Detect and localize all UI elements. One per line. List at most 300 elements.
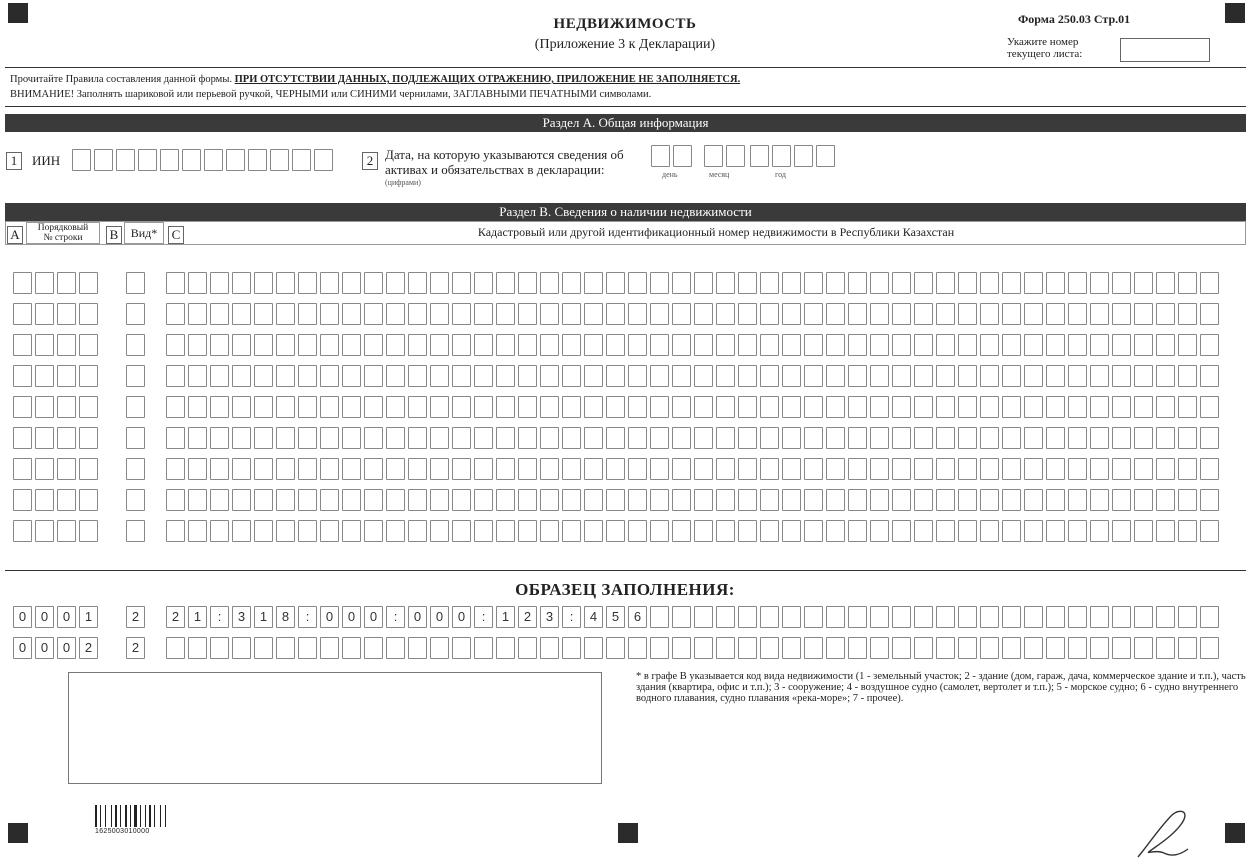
cadastral-cell[interactable] (628, 272, 647, 294)
cadastral-cell[interactable] (210, 396, 229, 418)
row-number-cell[interactable] (57, 272, 76, 294)
cadastral-cell[interactable] (210, 458, 229, 480)
cadastral-cell[interactable] (980, 272, 999, 294)
cadastral-cell[interactable] (408, 396, 427, 418)
cadastral-cell[interactable] (320, 458, 339, 480)
cadastral-cell[interactable] (276, 520, 295, 542)
cadastral-cell[interactable] (562, 272, 581, 294)
row-number-cell[interactable]: 1 (79, 606, 98, 628)
property-row-number[interactable] (13, 303, 98, 325)
cadastral-cell[interactable] (716, 606, 735, 628)
property-row-number[interactable] (13, 458, 98, 480)
cadastral-cell[interactable] (760, 272, 779, 294)
cadastral-cell[interactable] (958, 606, 977, 628)
cadastral-cell[interactable] (782, 334, 801, 356)
cadastral-cell[interactable] (232, 637, 251, 659)
cadastral-cell[interactable] (232, 427, 251, 449)
cadastral-cell[interactable] (430, 303, 449, 325)
cadastral-cell[interactable] (1002, 396, 1021, 418)
iin-cell[interactable] (292, 149, 311, 171)
property-type-code[interactable] (126, 365, 145, 387)
cadastral-cell[interactable] (518, 427, 537, 449)
cadastral-cell[interactable] (298, 334, 317, 356)
cadastral-cell[interactable] (1024, 427, 1043, 449)
row-number-cell[interactable] (79, 489, 98, 511)
row-number-cell[interactable] (35, 427, 54, 449)
cadastral-cell[interactable] (936, 303, 955, 325)
cadastral-cell[interactable] (760, 334, 779, 356)
cadastral-cell[interactable]: 0 (408, 606, 427, 628)
row-number-cell[interactable] (79, 458, 98, 480)
row-number-cell[interactable] (35, 272, 54, 294)
cadastral-cell[interactable] (914, 606, 933, 628)
row-number-cell[interactable] (57, 334, 76, 356)
cadastral-cell[interactable] (540, 396, 559, 418)
type-code-cell[interactable] (126, 334, 145, 356)
cadastral-cell[interactable] (716, 396, 735, 418)
row-number-cell[interactable] (79, 272, 98, 294)
cadastral-cell[interactable] (738, 365, 757, 387)
cadastral-cell[interactable] (936, 489, 955, 511)
cadastral-cell[interactable] (1156, 303, 1175, 325)
row-number-cell[interactable] (35, 303, 54, 325)
cadastral-cell[interactable] (1090, 334, 1109, 356)
cadastral-cell[interactable] (276, 272, 295, 294)
cadastral-cell[interactable]: 0 (430, 606, 449, 628)
row-number-cell[interactable]: 0 (13, 606, 32, 628)
cadastral-cell[interactable] (958, 334, 977, 356)
cadastral-cell[interactable] (188, 427, 207, 449)
cadastral-cell[interactable] (1178, 334, 1197, 356)
cadastral-cell[interactable] (474, 303, 493, 325)
cadastral-cell[interactable] (518, 520, 537, 542)
cadastral-cell[interactable] (1002, 427, 1021, 449)
cadastral-cell[interactable] (1200, 303, 1219, 325)
cadastral-cell[interactable] (408, 272, 427, 294)
cadastral-cell[interactable] (1068, 272, 1087, 294)
cadastral-cell[interactable] (1024, 272, 1043, 294)
cadastral-cell[interactable] (430, 637, 449, 659)
cadastral-cell[interactable] (892, 489, 911, 511)
cadastral-cell[interactable] (276, 637, 295, 659)
cadastral-cell[interactable] (496, 396, 515, 418)
cadastral-cell[interactable] (826, 606, 845, 628)
cadastral-cell[interactable] (562, 489, 581, 511)
cadastral-cell[interactable] (716, 520, 735, 542)
cadastral-cell[interactable] (936, 520, 955, 542)
cadastral-cell[interactable] (980, 489, 999, 511)
cadastral-cell[interactable]: : (298, 606, 317, 628)
cadastral-cell[interactable] (650, 272, 669, 294)
cadastral-cell[interactable] (188, 334, 207, 356)
cadastral-cell[interactable] (716, 427, 735, 449)
cadastral-cell[interactable] (870, 272, 889, 294)
cadastral-cell[interactable] (848, 396, 867, 418)
cadastral-cell[interactable] (364, 489, 383, 511)
cadastral-cell[interactable] (452, 396, 471, 418)
cadastral-cell[interactable] (254, 396, 273, 418)
cadastral-cell[interactable] (892, 303, 911, 325)
cadastral-cell[interactable] (166, 365, 185, 387)
cadastral-cell[interactable] (892, 458, 911, 480)
cadastral-cell[interactable] (606, 489, 625, 511)
cadastral-cell[interactable] (606, 365, 625, 387)
cadastral-cell[interactable] (694, 427, 713, 449)
cadastral-cell[interactable] (298, 365, 317, 387)
cadastral-cell[interactable] (760, 520, 779, 542)
iin-cell[interactable] (226, 149, 245, 171)
cadastral-cell[interactable] (606, 637, 625, 659)
cadastral-cell[interactable] (1178, 606, 1197, 628)
cadastral-cell[interactable] (628, 637, 647, 659)
cadastral-cell[interactable] (826, 334, 845, 356)
cadastral-cell[interactable] (606, 520, 625, 542)
cadastral-cell[interactable]: 6 (628, 606, 647, 628)
property-cadastral-number[interactable] (166, 489, 1219, 511)
cadastral-cell[interactable] (628, 489, 647, 511)
sample-cadastral-number[interactable] (166, 606, 1219, 628)
cadastral-cell[interactable] (980, 334, 999, 356)
cadastral-cell[interactable] (474, 458, 493, 480)
row-number-cell[interactable]: 2 (79, 637, 98, 659)
cadastral-cell[interactable]: 8 (276, 606, 295, 628)
cadastral-cell[interactable] (980, 396, 999, 418)
row-number-cell[interactable] (79, 334, 98, 356)
cadastral-cell[interactable] (386, 458, 405, 480)
cadastral-cell[interactable] (980, 303, 999, 325)
property-type-code[interactable] (126, 334, 145, 356)
row-number-cell[interactable]: 0 (13, 637, 32, 659)
cadastral-cell[interactable] (980, 637, 999, 659)
cadastral-cell[interactable] (276, 458, 295, 480)
sample-row-number[interactable] (13, 606, 98, 628)
date-year-cell[interactable] (750, 145, 769, 167)
cadastral-cell[interactable] (914, 303, 933, 325)
cadastral-cell[interactable] (980, 520, 999, 542)
cadastral-cell[interactable] (1112, 458, 1131, 480)
cadastral-cell[interactable] (166, 489, 185, 511)
cadastral-cell[interactable] (870, 303, 889, 325)
cadastral-cell[interactable] (892, 427, 911, 449)
cadastral-cell[interactable] (342, 520, 361, 542)
cadastral-cell[interactable] (276, 334, 295, 356)
cadastral-cell[interactable] (1200, 637, 1219, 659)
cadastral-cell[interactable] (386, 520, 405, 542)
cadastral-cell[interactable] (1046, 606, 1065, 628)
cadastral-cell[interactable] (1112, 334, 1131, 356)
cadastral-cell[interactable] (166, 303, 185, 325)
cadastral-cell[interactable] (298, 396, 317, 418)
type-code-cell[interactable] (126, 458, 145, 480)
cadastral-cell[interactable] (672, 396, 691, 418)
iin-cell[interactable] (138, 149, 157, 171)
cadastral-cell[interactable] (452, 520, 471, 542)
cadastral-cell[interactable] (276, 365, 295, 387)
cadastral-cell[interactable] (1024, 458, 1043, 480)
cadastral-cell[interactable] (474, 272, 493, 294)
cadastral-cell[interactable] (1024, 396, 1043, 418)
iin-cell[interactable] (248, 149, 267, 171)
cadastral-cell[interactable] (848, 458, 867, 480)
cadastral-cell[interactable] (474, 396, 493, 418)
cadastral-cell[interactable] (1178, 458, 1197, 480)
cadastral-cell[interactable] (892, 365, 911, 387)
cadastral-cell[interactable] (1002, 334, 1021, 356)
cadastral-cell[interactable] (1068, 520, 1087, 542)
cadastral-cell[interactable] (1112, 396, 1131, 418)
row-number-cell[interactable] (35, 365, 54, 387)
property-row-number[interactable] (13, 520, 98, 542)
cadastral-cell[interactable] (958, 272, 977, 294)
cadastral-cell[interactable] (342, 637, 361, 659)
cadastral-cell[interactable] (782, 365, 801, 387)
property-type-code[interactable] (126, 427, 145, 449)
property-cadastral-number[interactable] (166, 334, 1219, 356)
cadastral-cell[interactable] (254, 637, 273, 659)
cadastral-cell[interactable] (430, 334, 449, 356)
type-code-cell[interactable] (126, 272, 145, 294)
cadastral-cell[interactable] (738, 334, 757, 356)
cadastral-cell[interactable] (1134, 458, 1153, 480)
cadastral-cell[interactable] (364, 520, 383, 542)
cadastral-cell[interactable] (782, 489, 801, 511)
cadastral-cell[interactable] (1134, 637, 1153, 659)
cadastral-cell[interactable] (364, 637, 383, 659)
cadastral-cell[interactable] (210, 637, 229, 659)
cadastral-cell[interactable]: 1 (188, 606, 207, 628)
cadastral-cell[interactable] (936, 334, 955, 356)
row-number-cell[interactable] (13, 427, 32, 449)
date-month-input[interactable] (704, 145, 745, 167)
cadastral-cell[interactable] (1090, 606, 1109, 628)
cadastral-cell[interactable] (738, 396, 757, 418)
cadastral-cell[interactable] (958, 396, 977, 418)
cadastral-cell[interactable] (936, 427, 955, 449)
cadastral-cell[interactable] (804, 272, 823, 294)
cadastral-cell[interactable] (672, 365, 691, 387)
cadastral-cell[interactable] (1156, 458, 1175, 480)
cadastral-cell[interactable] (540, 637, 559, 659)
cadastral-cell[interactable] (628, 365, 647, 387)
cadastral-cell[interactable] (672, 606, 691, 628)
cadastral-cell[interactable] (232, 334, 251, 356)
cadastral-cell[interactable] (892, 520, 911, 542)
property-row-number[interactable] (13, 365, 98, 387)
cadastral-cell[interactable] (716, 365, 735, 387)
cadastral-cell[interactable] (474, 637, 493, 659)
cadastral-cell[interactable] (474, 427, 493, 449)
row-number-cell[interactable] (57, 396, 76, 418)
iin-input[interactable] (72, 149, 333, 171)
cadastral-cell[interactable] (210, 272, 229, 294)
cadastral-cell[interactable] (540, 427, 559, 449)
cadastral-cell[interactable] (342, 427, 361, 449)
cadastral-cell[interactable] (364, 396, 383, 418)
cadastral-cell[interactable] (738, 489, 757, 511)
cadastral-cell[interactable] (320, 303, 339, 325)
date-year-cell[interactable] (794, 145, 813, 167)
cadastral-cell[interactable] (188, 489, 207, 511)
cadastral-cell[interactable] (1068, 489, 1087, 511)
cadastral-cell[interactable] (804, 396, 823, 418)
cadastral-cell[interactable] (166, 427, 185, 449)
cadastral-cell[interactable] (1134, 520, 1153, 542)
row-number-cell[interactable] (79, 365, 98, 387)
cadastral-cell[interactable] (782, 303, 801, 325)
cadastral-cell[interactable] (518, 334, 537, 356)
cadastral-cell[interactable] (760, 606, 779, 628)
property-cadastral-number[interactable] (166, 396, 1219, 418)
cadastral-cell[interactable] (1200, 427, 1219, 449)
cadastral-cell[interactable] (166, 520, 185, 542)
cadastral-cell[interactable] (188, 303, 207, 325)
cadastral-cell[interactable] (738, 427, 757, 449)
cadastral-cell[interactable] (276, 489, 295, 511)
cadastral-cell[interactable] (606, 427, 625, 449)
cadastral-cell[interactable] (474, 489, 493, 511)
cadastral-cell[interactable] (936, 272, 955, 294)
row-number-cell[interactable] (13, 520, 32, 542)
cadastral-cell[interactable] (1002, 458, 1021, 480)
cadastral-cell[interactable] (672, 520, 691, 542)
cadastral-cell[interactable] (408, 489, 427, 511)
property-cadastral-number[interactable] (166, 458, 1219, 480)
cadastral-cell[interactable] (562, 427, 581, 449)
cadastral-cell[interactable] (1046, 427, 1065, 449)
row-number-cell[interactable] (13, 458, 32, 480)
cadastral-cell[interactable]: 2 (518, 606, 537, 628)
type-code-cell[interactable] (126, 489, 145, 511)
cadastral-cell[interactable] (254, 489, 273, 511)
cadastral-cell[interactable] (826, 396, 845, 418)
cadastral-cell[interactable] (892, 272, 911, 294)
cadastral-cell[interactable] (1090, 427, 1109, 449)
cadastral-cell[interactable]: 0 (452, 606, 471, 628)
cadastral-cell[interactable] (584, 396, 603, 418)
date-year-cell[interactable] (772, 145, 791, 167)
cadastral-cell[interactable] (914, 427, 933, 449)
cadastral-cell[interactable] (826, 458, 845, 480)
cadastral-cell[interactable] (870, 489, 889, 511)
cadastral-cell[interactable] (1024, 334, 1043, 356)
cadastral-cell[interactable] (518, 303, 537, 325)
sample-type-code[interactable] (126, 637, 145, 659)
cadastral-cell[interactable] (584, 427, 603, 449)
cadastral-cell[interactable] (936, 637, 955, 659)
cadastral-cell[interactable] (694, 365, 713, 387)
cadastral-cell[interactable] (364, 272, 383, 294)
cadastral-cell[interactable] (1200, 272, 1219, 294)
cadastral-cell[interactable] (320, 365, 339, 387)
cadastral-cell[interactable] (848, 606, 867, 628)
cadastral-cell[interactable] (232, 272, 251, 294)
cadastral-cell[interactable] (914, 637, 933, 659)
cadastral-cell[interactable] (1134, 272, 1153, 294)
cadastral-cell[interactable] (826, 637, 845, 659)
cadastral-cell[interactable] (276, 427, 295, 449)
cadastral-cell[interactable] (254, 458, 273, 480)
cadastral-cell[interactable] (1112, 637, 1131, 659)
cadastral-cell[interactable] (1112, 303, 1131, 325)
type-code-cell[interactable] (126, 427, 145, 449)
cadastral-cell[interactable] (1046, 489, 1065, 511)
cadastral-cell[interactable] (1002, 272, 1021, 294)
cadastral-cell[interactable] (210, 427, 229, 449)
cadastral-cell[interactable] (452, 365, 471, 387)
cadastral-cell[interactable] (1046, 303, 1065, 325)
cadastral-cell[interactable] (1090, 272, 1109, 294)
cadastral-cell[interactable] (188, 637, 207, 659)
row-number-cell[interactable] (35, 489, 54, 511)
cadastral-cell[interactable] (518, 637, 537, 659)
property-type-code[interactable] (126, 396, 145, 418)
cadastral-cell[interactable] (958, 427, 977, 449)
row-number-cell[interactable] (35, 334, 54, 356)
cadastral-cell[interactable] (1024, 489, 1043, 511)
cadastral-cell[interactable] (1134, 334, 1153, 356)
cadastral-cell[interactable] (188, 365, 207, 387)
row-number-cell[interactable] (79, 396, 98, 418)
row-number-cell[interactable] (79, 303, 98, 325)
cadastral-cell[interactable] (804, 520, 823, 542)
cadastral-cell[interactable] (672, 334, 691, 356)
cadastral-cell[interactable] (760, 489, 779, 511)
cadastral-cell[interactable] (848, 520, 867, 542)
cadastral-cell[interactable] (1068, 334, 1087, 356)
cadastral-cell[interactable] (364, 427, 383, 449)
cadastral-cell[interactable] (1178, 396, 1197, 418)
cadastral-cell[interactable]: 0 (320, 606, 339, 628)
cadastral-cell[interactable] (650, 458, 669, 480)
cadastral-cell[interactable] (694, 396, 713, 418)
cadastral-cell[interactable] (386, 272, 405, 294)
cadastral-cell[interactable] (1024, 520, 1043, 542)
cadastral-cell[interactable] (848, 303, 867, 325)
cadastral-cell[interactable] (408, 427, 427, 449)
cadastral-cell[interactable] (1090, 365, 1109, 387)
cadastral-cell[interactable] (210, 334, 229, 356)
cadastral-cell[interactable] (320, 334, 339, 356)
cadastral-cell[interactable] (1002, 303, 1021, 325)
cadastral-cell[interactable] (430, 520, 449, 542)
cadastral-cell[interactable]: 4 (584, 606, 603, 628)
date-month-cell[interactable] (726, 145, 745, 167)
cadastral-cell[interactable] (760, 458, 779, 480)
date-day-cell[interactable] (673, 145, 692, 167)
iin-cell[interactable] (72, 149, 91, 171)
cadastral-cell[interactable] (606, 334, 625, 356)
cadastral-cell[interactable] (320, 427, 339, 449)
row-number-cell[interactable] (35, 396, 54, 418)
cadastral-cell[interactable] (386, 427, 405, 449)
property-type-code[interactable] (126, 489, 145, 511)
cadastral-cell[interactable] (386, 396, 405, 418)
cadastral-cell[interactable] (738, 458, 757, 480)
cadastral-cell[interactable] (452, 334, 471, 356)
property-row-number[interactable] (13, 334, 98, 356)
cadastral-cell[interactable] (870, 606, 889, 628)
property-row-number[interactable] (13, 489, 98, 511)
cadastral-cell[interactable] (914, 520, 933, 542)
cadastral-cell[interactable] (254, 427, 273, 449)
cadastral-cell[interactable] (386, 334, 405, 356)
cadastral-cell[interactable] (1178, 365, 1197, 387)
cadastral-cell[interactable] (518, 458, 537, 480)
cadastral-cell[interactable] (738, 606, 757, 628)
cadastral-cell[interactable] (320, 637, 339, 659)
cadastral-cell[interactable] (804, 365, 823, 387)
cadastral-cell[interactable] (276, 303, 295, 325)
